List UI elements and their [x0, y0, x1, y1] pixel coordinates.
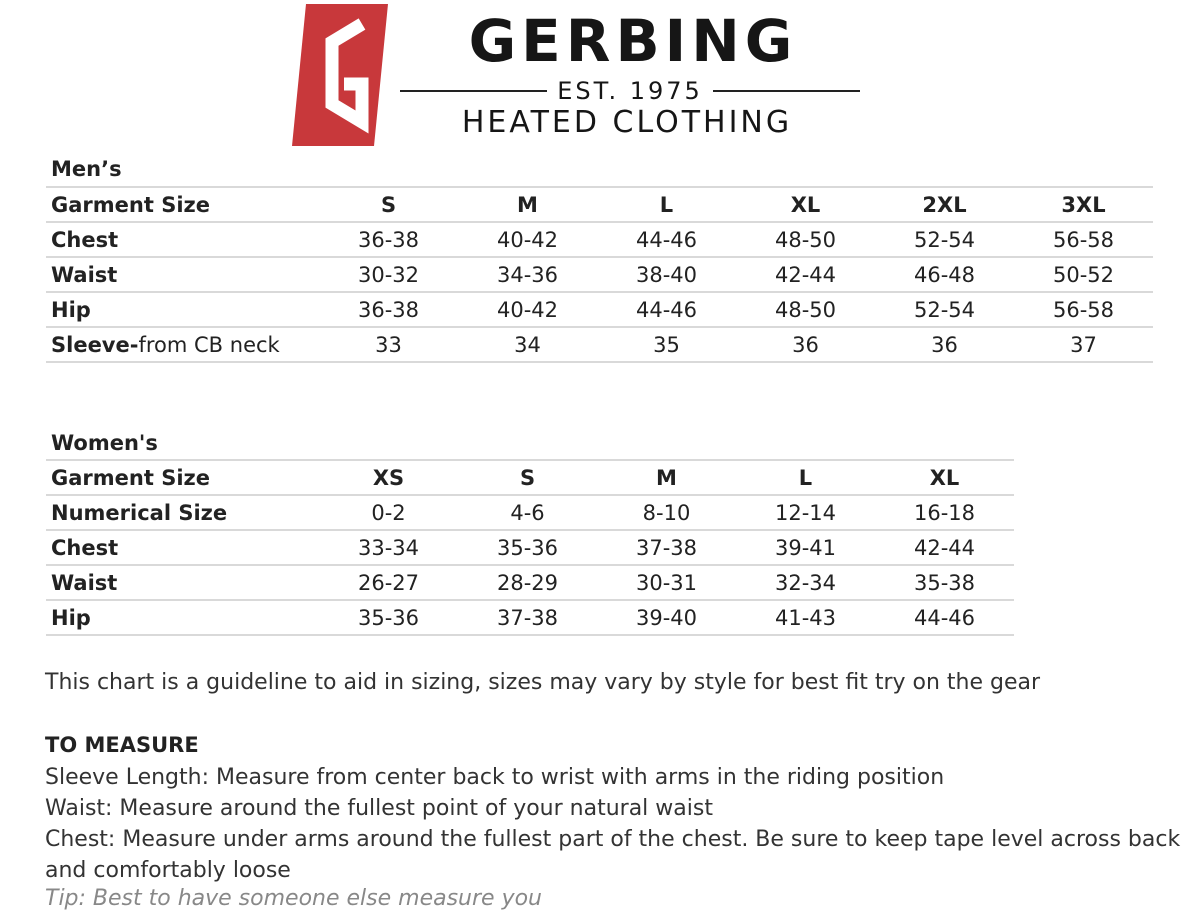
table-cell: 39-40 — [597, 600, 736, 635]
to-measure-heading: TO MEASURE — [45, 733, 199, 757]
size-header: 3XL — [1014, 187, 1153, 222]
mens-section-title: Men’s — [51, 157, 122, 181]
table-row — [46, 292, 1153, 327]
table-header-row — [46, 460, 1014, 495]
table-row — [46, 530, 1014, 565]
row-label — [46, 327, 319, 362]
row-label: Chest — [46, 222, 319, 257]
table-cell: 44-46 — [597, 292, 736, 327]
table-cell: 0-2 — [319, 495, 458, 530]
table-row — [46, 495, 1014, 530]
table-cell: 16-18 — [875, 495, 1014, 530]
row-label-main: Sleeve- — [51, 332, 139, 357]
table-cell: 50-52 — [1014, 257, 1153, 292]
size-header: XS — [319, 460, 458, 495]
table-cell: 30-32 — [319, 257, 458, 292]
size-header: S — [319, 187, 458, 222]
chest-instruction-continued: and comfortably loose — [45, 858, 291, 883]
table-cell: 28-29 — [458, 565, 597, 600]
gerbing-g-mark-icon — [292, 4, 388, 146]
size-header: M — [597, 460, 736, 495]
table-cell: 35-36 — [319, 600, 458, 635]
row-label: Waist — [46, 257, 319, 292]
womens-size-table — [46, 459, 1014, 636]
mens-size-table — [46, 186, 1153, 363]
established-year: EST. 1975 — [557, 77, 703, 105]
brand-tagline: HEATED CLOTHING — [461, 105, 793, 140]
table-cell: 33-34 — [319, 530, 458, 565]
table-cell: 48-50 — [736, 222, 875, 257]
table-cell: 12-14 — [736, 495, 875, 530]
table-cell: 34 — [458, 327, 597, 362]
waist-instruction: Waist: Measure around the fullest point of your natural waist — [45, 796, 713, 821]
table-cell: 42-44 — [875, 530, 1014, 565]
table-cell: 37-38 — [597, 530, 736, 565]
table-cell: 34-36 — [458, 257, 597, 292]
table-cell: 35-38 — [875, 565, 1014, 600]
table-cell: 32-34 — [736, 565, 875, 600]
table-cell: 36 — [736, 327, 875, 362]
table-cell: 8-10 — [597, 495, 736, 530]
size-header: S — [458, 460, 597, 495]
chest-instruction: Chest: Measure under arms around the fullest part of the chest. Be sure to keep tape level across back — [45, 827, 1181, 852]
table-cell: 26-27 — [319, 565, 458, 600]
brand-name: GERBING — [468, 7, 798, 75]
size-header: L — [597, 187, 736, 222]
table-row — [46, 222, 1153, 257]
size-header: XL — [736, 187, 875, 222]
table-cell: 42-44 — [736, 257, 875, 292]
table-cell: 56-58 — [1014, 292, 1153, 327]
table-cell: 52-54 — [875, 292, 1014, 327]
table-row — [46, 257, 1153, 292]
sleeve-instruction: Sleeve Length: Measure from center back to wrist with arms in the riding position — [45, 765, 945, 790]
table-cell: 30-31 — [597, 565, 736, 600]
row-label: Numerical Size — [46, 495, 319, 530]
table-cell: 37-38 — [458, 600, 597, 635]
table-cell: 35-36 — [458, 530, 597, 565]
table-cell: 41-43 — [736, 600, 875, 635]
table-row — [46, 565, 1014, 600]
table-cell: 37 — [1014, 327, 1153, 362]
table-cell: 33 — [319, 327, 458, 362]
table-cell: 40-42 — [458, 222, 597, 257]
table-cell: 36-38 — [319, 222, 458, 257]
table-cell: 46-48 — [875, 257, 1014, 292]
row-label: Hip — [46, 600, 319, 635]
row-label: Waist — [46, 565, 319, 600]
size-header: XL — [875, 460, 1014, 495]
tip-note: Tip: Best to have someone else measure you — [45, 886, 542, 911]
row-label: Chest — [46, 530, 319, 565]
table-row — [46, 600, 1014, 635]
header-label: Garment Size — [46, 460, 319, 495]
row-label: Hip — [46, 292, 319, 327]
table-cell: 38-40 — [597, 257, 736, 292]
table-cell: 4-6 — [458, 495, 597, 530]
table-cell: 48-50 — [736, 292, 875, 327]
table-cell: 52-54 — [875, 222, 1014, 257]
table-cell: 36 — [875, 327, 1014, 362]
table-cell: 44-46 — [597, 222, 736, 257]
table-cell: 44-46 — [875, 600, 1014, 635]
header-label: Garment Size — [46, 187, 319, 222]
guideline-note: This chart is a guideline to aid in sizing, sizes may vary by style for best fit try on the gear — [45, 670, 1041, 695]
size-header: 2XL — [875, 187, 1014, 222]
row-label-sub: from CB neck — [138, 332, 280, 357]
table-cell: 40-42 — [458, 292, 597, 327]
table-cell: 39-41 — [736, 530, 875, 565]
womens-section-title: Women's — [51, 431, 158, 455]
table-cell: 36-38 — [319, 292, 458, 327]
divider — [400, 90, 547, 92]
gerbing-logo — [292, 4, 872, 149]
table-cell: 56-58 — [1014, 222, 1153, 257]
table-header-row — [46, 187, 1153, 222]
table-cell: 35 — [597, 327, 736, 362]
size-header: M — [458, 187, 597, 222]
established-line — [400, 76, 860, 106]
divider — [713, 90, 860, 92]
table-row — [46, 327, 1153, 362]
size-header: L — [736, 460, 875, 495]
